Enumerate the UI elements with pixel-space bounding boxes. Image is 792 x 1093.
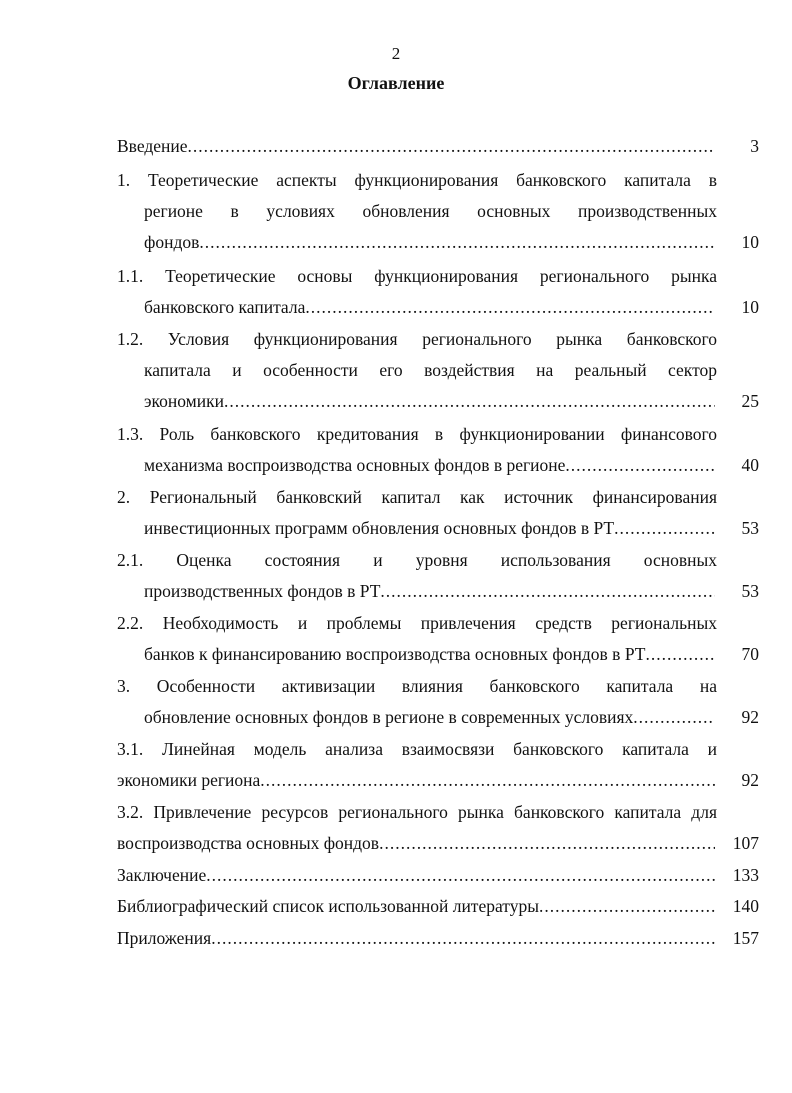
toc-page-number: 53: [741, 581, 759, 601]
toc-entry-text: 2. Региональный банковский капитал как источник финансирования: [117, 487, 717, 507]
toc-entry-text: 1.1. Теоретические основы функционирования регионального рынка: [117, 266, 717, 286]
toc-page-number: 25: [741, 391, 759, 411]
toc-page-number: 107: [732, 833, 759, 853]
toc-page-number: 133: [732, 865, 759, 885]
toc-page-number: 10: [741, 232, 759, 252]
toc-page-number: 40: [741, 455, 759, 475]
toc-entry-text: инвестиционных программ обновления основных фондов в РТ: [144, 518, 615, 538]
toc-page-number: 10: [741, 297, 759, 317]
toc-page-number: 140: [732, 896, 759, 916]
toc-page-number: 70: [741, 644, 759, 664]
toc-title: Оглавление: [347, 73, 445, 93]
toc-entry-text: 3.1. Линейная модель анализа взаимосвязи банковского капитала и: [117, 739, 717, 759]
toc-entry-text: банков к финансированию воспроизводства основных фондов в РТ: [144, 644, 646, 664]
toc-entry-text: 2.1. Оценка состояния и уровня использования основных: [117, 550, 717, 570]
toc-entry-text: механизма воспроизводства основных фондов в регионе: [144, 455, 566, 475]
toc-page-number: 92: [741, 707, 759, 727]
toc-entry-text: Библиографический список использованной литературы: [117, 896, 539, 916]
toc-entry-text: 1. Теоретические аспекты функционирования банковского капитала в: [117, 170, 717, 190]
toc-entry-text: 1.2. Условия функционирования регионального рынка банковского: [117, 329, 717, 349]
toc-entry-text: регионе в условиях обновления основных производственных: [144, 201, 717, 221]
toc-entry-text: 1.3. Роль банковского кредитования в функционировании финансового: [117, 424, 717, 444]
toc-entry-text: обновление основных фондов в регионе в современных условиях: [144, 707, 634, 727]
toc-entry-text: 3.2. Привлечение ресурсов регионального рынка банковского капитала для: [117, 802, 717, 822]
page-number: 2: [391, 44, 401, 63]
toc-page-number: 53: [741, 518, 759, 538]
toc-entry-text: экономики региона: [117, 770, 261, 790]
toc-entry-text: экономики: [144, 391, 224, 411]
toc-entry-text: фондов: [144, 232, 200, 252]
toc-entry-text: 2.2. Необходимость и проблемы привлечения средств региональных: [117, 613, 717, 633]
toc-page-number: 157: [732, 928, 759, 948]
toc-entry-text: банковского капитала: [144, 297, 306, 317]
toc-entry-text: производственных фондов в РТ: [144, 581, 381, 601]
toc-entry-text: воспроизводства основных фондов: [117, 833, 380, 853]
toc-entry-text: 3. Особенности активизации влияния банковского капитала на: [117, 676, 717, 696]
toc-entry-text: Приложения: [117, 928, 212, 948]
toc-page-number: 3: [750, 136, 759, 156]
toc-entry-text: Введение: [117, 136, 188, 156]
toc-entry-text: капитала и особенности его воздействия на реальный сектор: [144, 360, 717, 380]
toc-entry-text: Заключение: [117, 865, 207, 885]
toc-page-number: 92: [741, 770, 759, 790]
